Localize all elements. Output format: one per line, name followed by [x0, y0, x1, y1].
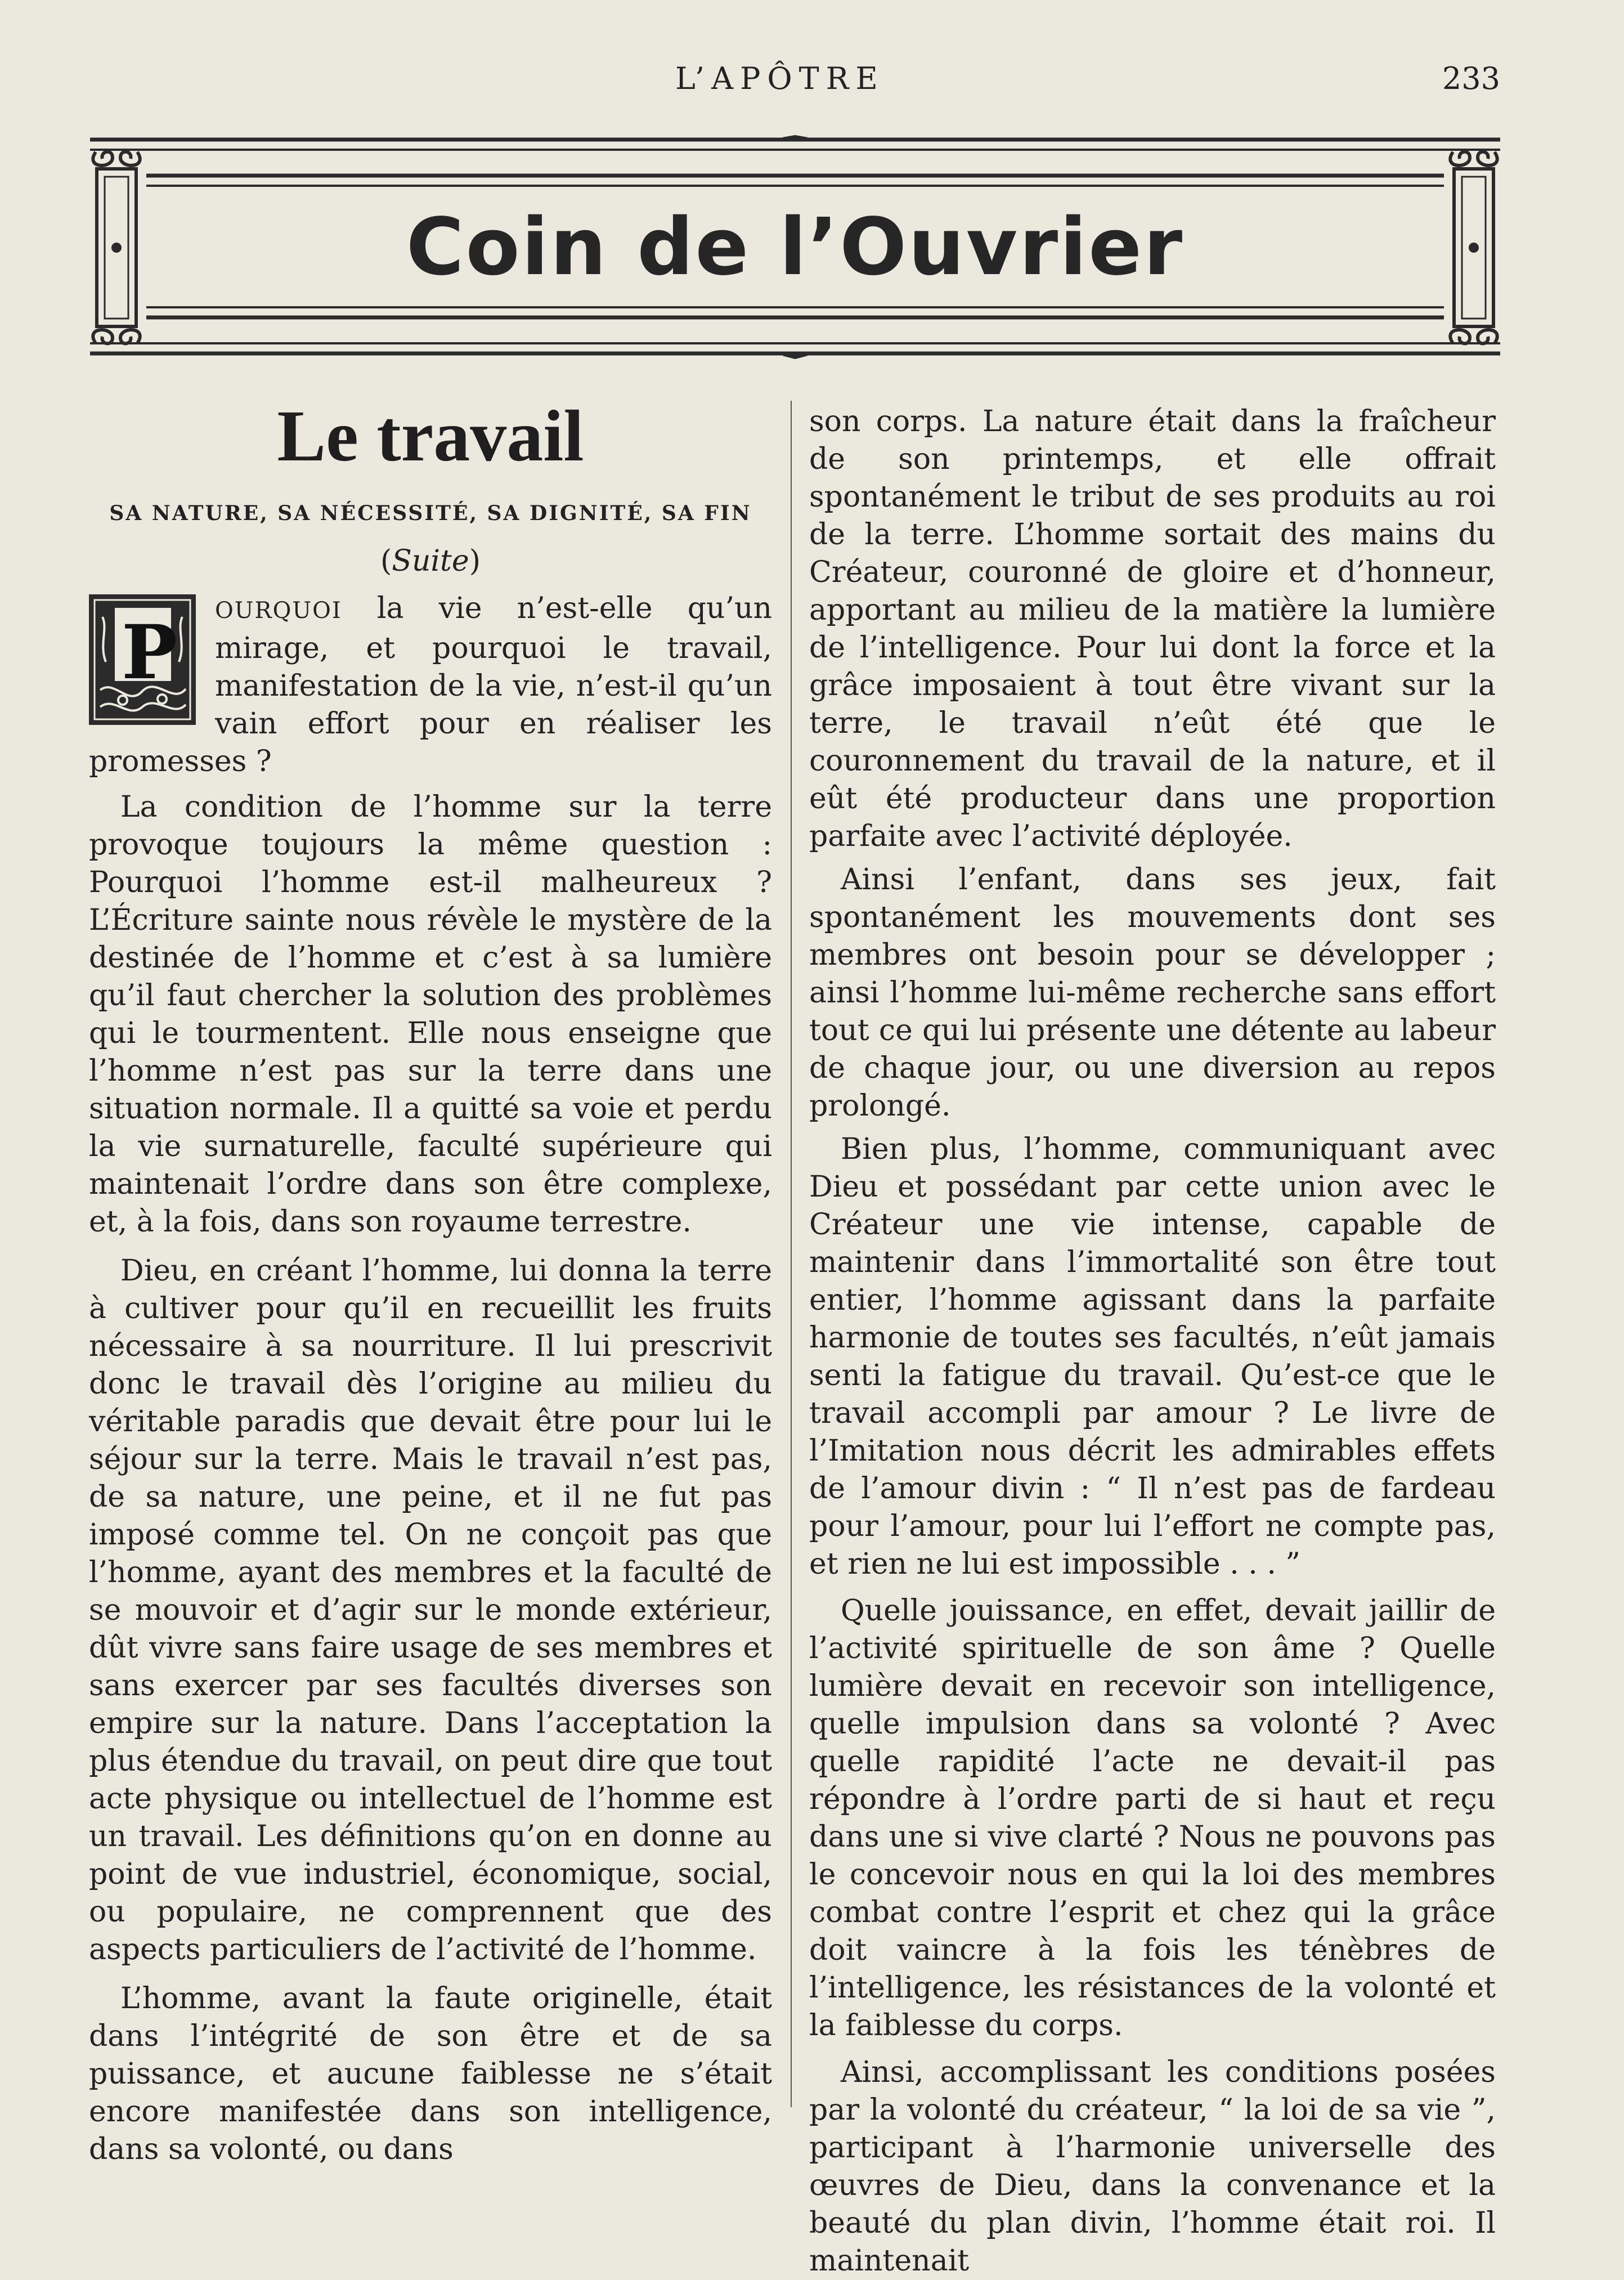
paragraph: Ainsi, accomplissant les conditions posées par la volonté du créateur, “ la loi de sa vie ”, participant à l’harmonie universelle des œuvres de Dieu, dans la convenance et la beauté du plan divin, l’homme était roi. Il maintenait — [809, 2055, 1496, 2278]
journal-title: L’APÔTRE — [675, 61, 885, 96]
continuation-note: (Suite) — [380, 544, 481, 578]
running-header — [0, 61, 1624, 100]
dropcap — [89, 594, 196, 725]
banner-title: Coin de l’Ouvrier — [406, 201, 1185, 293]
first-paragraph — [89, 590, 772, 781]
section-banner — [90, 135, 1500, 367]
paragraph: Ainsi l’enfant, dans ses jeux, fait spontanément les mouvements dont ses membres ont besoin pour se développer ; ainsi l’homme lui-même recherche sans effort tout ce qui lui présente une détente au labeur de chaque jour, ou une diversion au repos prolongé. — [809, 863, 1496, 1123]
paragraph: Bien plus, l’homme, communiquant avec Dieu et possédant par cette union avec le Créateur une vie intense, capable de maintenir dans l’immortalité son être tout entier, l’homme agissant dans la parfaite harmonie de toutes ses facultés, n’eût jamais senti la fatigue du travail. Qu’est-ce que le travail accompli par amour ? Le livre de l’Imitation nous décrit les admirables effets de l’amour divin : “ Il n’est pas de fardeau pour l’amour, pour lui l’effort ne compte pas, et rien ne lui est impossible . . . ” — [809, 1132, 1496, 1581]
right-column — [809, 403, 1496, 2280]
dropcap-rest: OURQUOI — [215, 598, 342, 624]
article-title: Le travail — [277, 396, 584, 477]
paragraph: L’homme, avant la faute originelle, était dans l’intégrité de son être et de sa puissance, et aucune faiblesse ne s’était encore manifestée dans son intelligence, dans sa volonté, ou dans — [89, 1982, 772, 2166]
dropcap-letter: P — [122, 609, 178, 696]
page-number: 233 — [1442, 61, 1500, 96]
paragraph: La condition de l’homme sur la terre provoque toujours la même question : Pourquoi l’homme est-il malheureux ? L’Écriture sainte nous révèle le mystère de la destinée de l’homme et c’est à sa lumière qu’il faut chercher la solution des problèmes qui le tourmentent. Elle nous enseigne que l’homme n’est pas sur la terre dans une situation normale. Il a quitté sa voie et perdu la vie surnaturelle, faculté supérieure qui maintenait l’ordre dans son être complexe, et, à la fois, dans son royaume terrestre. — [89, 790, 772, 1239]
paragraph: Quelle jouissance, en effet, devait jaillir de l’activité spirituelle de son âme ? Quelle lumière devait en recevoir son intelligence, quelle impulsion dans sa volonté ? Avec quelle rapidité l’acte ne devait-il pas répondre à l’ordre parti de si haut et reçu dans une si vive clarté ? Nous ne pouvons pas le concevoir nous en qui la loi des membres combat contre l’esprit et chez qui la grâce doit vaincre à la fois les ténèbres de l’intelligence, les résistances de la volonté et la faiblesse du corps. — [809, 1594, 1496, 2042]
suite-label: Suite — [392, 544, 469, 578]
paragraph: Dieu, en créant l’homme, lui donna la terre à cultiver pour qu’il en recueillit les fruits nécessaire à sa nourriture. Il lui prescrivit donc le travail dès l’origine au milieu du véritable paradis que devait être pour lui le séjour sur la terre. Mais le travail n’est pas, de sa nature, une peine, et il ne fut pas imposé comme tel. On ne conçoit pas que l’homme, ayant des membres et la faculté de se mouvoir et d’agir sur le monde extérieur, dût vivre sans faire usage de ses membres et sans exercer par ses facultés diverses son empire sur la nature. Dans l’acceptation la plus étendue du travail, on peut dire que tout acte physique ou intellectuel de l’homme est un travail. Les définitions qu’on en donne au point de vue industriel, économique, social, ou populaire, ne comprennent que des aspects particuliers de l’activité de l’homme. — [89, 1254, 772, 1967]
left-column — [89, 394, 772, 2169]
first-paragraph-text: la vie n’est-elle qu’un mirage, et pourquoi le travail, manifestation de la vie, n’est-il qu’un vain effort pour en réaliser les promesses ? — [89, 592, 772, 778]
paragraph-continuation: son corps. La nature était dans la fraîcheur de son printemps, et elle offrait spontanément le tribut de ses produits au roi de la terre. L’homme sortait des mains du Créateur, couronné de gloire et d’honneur, apportant au milieu de la matière la lumière de l’intelligence. Pour lui dont la force et la grâce imposaient à tout être vivant sur la terre, le travail n’eût été que le couronnement du travail de la nature, et il eût été producteur dans une proportion parfaite avec l’activité déployée. — [809, 405, 1496, 853]
article-subtitle: SA NATURE, SA NÉCESSITÉ, SA DIGNITÉ, SA FIN — [109, 501, 752, 525]
column-divider — [791, 401, 792, 2107]
